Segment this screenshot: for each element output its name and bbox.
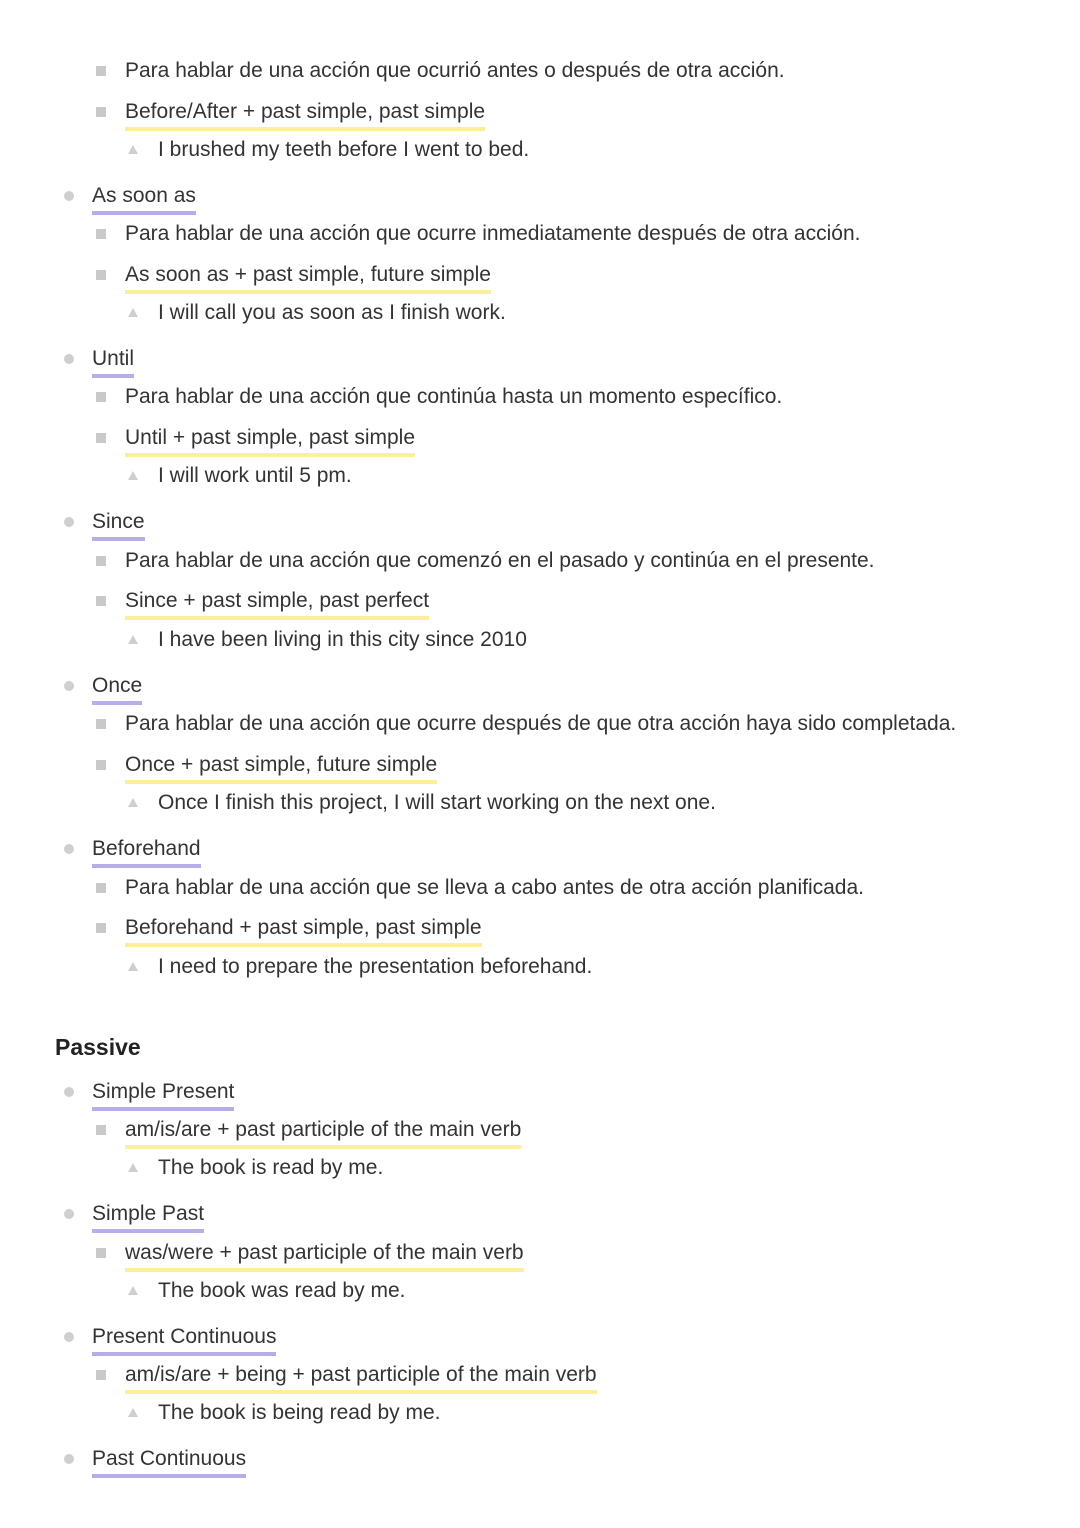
structure-formula: am/is/are + being + past participle of the main verb <box>125 1361 597 1394</box>
triangle-bullet-icon <box>128 1286 138 1295</box>
square-bullet-icon <box>96 1248 106 1258</box>
dot-bullet-icon <box>64 1332 74 1342</box>
term-heading: Until <box>92 345 134 378</box>
triangle-bullet-icon <box>128 798 138 807</box>
term-heading: Present Continuous <box>92 1323 276 1356</box>
structure-formula: was/were + past participle of the main verb <box>125 1239 524 1272</box>
dot-bullet-icon <box>64 1454 74 1464</box>
square-bullet-icon <box>96 556 106 566</box>
triangle-bullet-icon <box>128 471 138 480</box>
triangle-bullet-icon <box>128 145 138 154</box>
description-text: Para hablar de una acción que ocurrió antes o después de otra acción. <box>125 59 785 82</box>
square-bullet-icon <box>96 270 106 280</box>
term-heading: Once <box>92 672 142 705</box>
dot-bullet-icon <box>64 844 74 854</box>
example-sentence: I will call you as soon as I finish work. <box>158 301 506 324</box>
structure-formula: Once + past simple, future simple <box>125 751 437 784</box>
term-heading: Beforehand <box>92 835 201 868</box>
passive-heading: Passive <box>55 1034 141 1060</box>
dot-bullet-icon <box>64 681 74 691</box>
triangle-bullet-icon <box>128 962 138 971</box>
dot-bullet-icon <box>64 1209 74 1219</box>
example-sentence: Once I finish this project, I will start working on the next one. <box>158 791 716 814</box>
description-text: Para hablar de una acción que se lleva a cabo antes de otra acción planificada. <box>125 876 864 899</box>
square-bullet-icon <box>96 883 106 893</box>
description-text: Para hablar de una acción que ocurre inmediatamente después de otra acción. <box>125 222 861 245</box>
dot-bullet-icon <box>64 191 74 201</box>
dot-bullet-icon <box>64 517 74 527</box>
structure-formula: Since + past simple, past perfect <box>125 587 429 620</box>
description-text: Para hablar de una acción que continúa hasta un momento específico. <box>125 385 783 408</box>
structure-formula: As soon as + past simple, future simple <box>125 261 491 294</box>
term-heading: Simple Past <box>92 1200 204 1233</box>
example-sentence: I need to prepare the presentation beforehand. <box>158 955 593 978</box>
example-sentence: The book was read by me. <box>158 1279 406 1302</box>
structure-formula: Before/After + past simple, past simple <box>125 98 485 131</box>
term-heading: Simple Present <box>92 1078 234 1111</box>
square-bullet-icon <box>96 229 106 239</box>
square-bullet-icon <box>96 66 106 76</box>
square-bullet-icon <box>96 107 106 117</box>
term-heading: As soon as <box>92 182 196 215</box>
square-bullet-icon <box>96 760 106 770</box>
example-sentence: The book is read by me. <box>158 1156 384 1179</box>
example-sentence: The book is being read by me. <box>158 1401 441 1424</box>
description-text: Para hablar de una acción que ocurre después de que otra acción haya sido completada. <box>125 712 957 735</box>
example-sentence: I brushed my teeth before I went to bed. <box>158 138 530 161</box>
triangle-bullet-icon <box>128 635 138 644</box>
dot-bullet-icon <box>64 354 74 364</box>
triangle-bullet-icon <box>128 1408 138 1417</box>
square-bullet-icon <box>96 1370 106 1380</box>
description-text: Para hablar de una acción que comenzó en el pasado y continúa en el presente. <box>125 549 875 572</box>
example-sentence: I have been living in this city since 2010 <box>158 628 527 651</box>
term-heading: Past Continuous <box>92 1445 246 1478</box>
square-bullet-icon <box>96 433 106 443</box>
square-bullet-icon <box>96 923 106 933</box>
triangle-bullet-icon <box>128 308 138 317</box>
dot-bullet-icon <box>64 1087 74 1097</box>
example-sentence: I will work until 5 pm. <box>158 464 352 487</box>
square-bullet-icon <box>96 392 106 402</box>
square-bullet-icon <box>96 596 106 606</box>
triangle-bullet-icon <box>128 1163 138 1172</box>
term-heading: Since <box>92 508 145 541</box>
square-bullet-icon <box>96 719 106 729</box>
structure-formula: Beforehand + past simple, past simple <box>125 914 482 947</box>
square-bullet-icon <box>96 1125 106 1135</box>
structure-formula: am/is/are + past participle of the main verb <box>125 1116 521 1149</box>
structure-formula: Until + past simple, past simple <box>125 424 415 457</box>
